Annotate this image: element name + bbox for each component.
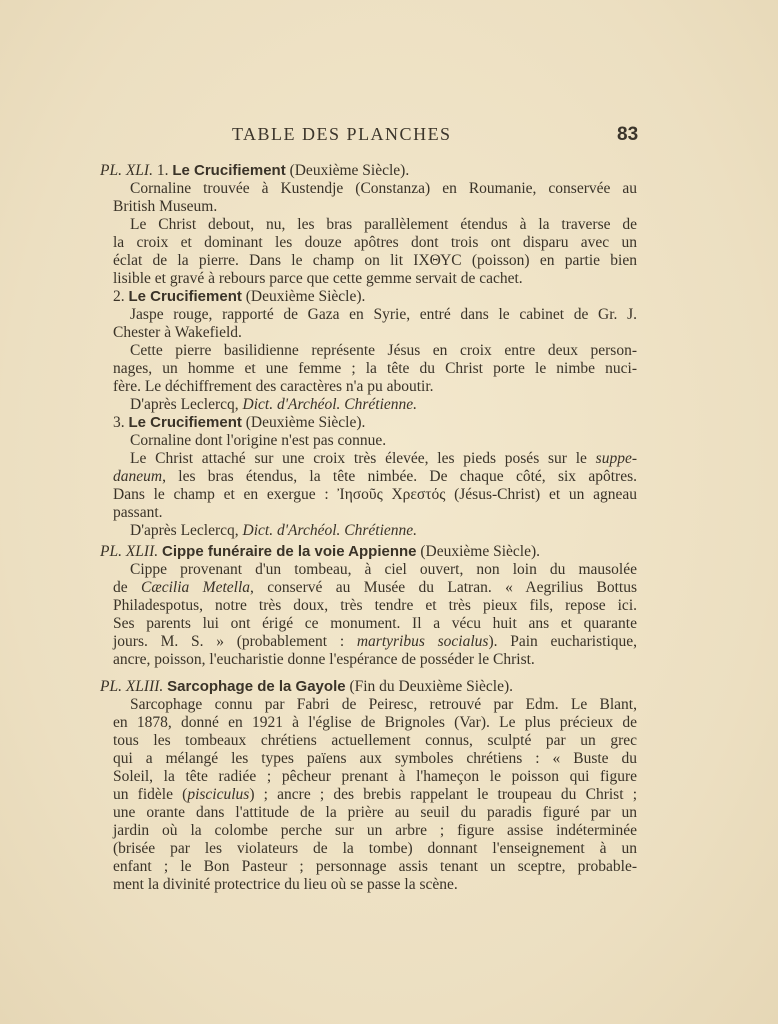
text-line (113, 378, 434, 396)
text-segment: en 1878, donné en 1921 à l'église de Brignoles (Var). Le plus précieux de (113, 714, 637, 731)
text-line (113, 858, 637, 876)
text-line (130, 522, 417, 540)
text-segment: passant. (113, 504, 163, 521)
text-segment: 1. (156, 162, 173, 179)
text-segment: Cornaline dont l'origine n'est pas connue. (130, 432, 387, 449)
text-segment: (Deuxième Siècle). (285, 162, 410, 179)
text-segment: D'après Leclercq, (130, 522, 243, 539)
italic-text: PL. XLII. (100, 543, 162, 560)
text-line (113, 651, 535, 669)
text-segment: Cornaline trouvée à Kustendje (Constanza) en Roumanie, conservée au (130, 180, 637, 197)
item-heading (113, 288, 365, 306)
text-segment: (Deuxième Siècle). (416, 543, 541, 560)
text-line (113, 360, 637, 378)
italic-text: Cæcilia Metella (141, 579, 250, 596)
plate-heading (100, 162, 409, 180)
item-heading (113, 414, 365, 432)
text-segment: ). Pain eucharistique, (488, 633, 637, 650)
text-segment: Philadespotus, notre très doux, très tendre et très pieux fils, repose ici. (113, 597, 637, 614)
text-segment: D'après Leclercq, (130, 396, 243, 413)
text-segment: Chester à Wakefield. (113, 324, 242, 341)
plate-title: Sarcophage de la Gayole (167, 678, 346, 695)
plate-title: Le Crucifiement (128, 414, 242, 431)
text-line (113, 714, 637, 732)
text-segment: Cette pierre basilidienne représente Jésus en croix entre deux person- (130, 342, 637, 359)
italic-text: PL. XLIII. (100, 678, 168, 695)
text-segment: Le Christ attaché sur une croix très élevée, les pieds posés sur le (130, 450, 596, 467)
text-segment: (Deuxième Siècle). (241, 414, 366, 431)
text-segment: , les bras étendus, la tête nimbée. De chaque côté, six apôtres. (162, 468, 637, 485)
italic-text: suppe- (595, 450, 637, 467)
text-segment: Jaspe rouge, rapporté de Gaza en Syrie, entré dans le cabinet de Gr. J. (130, 306, 637, 323)
text-segment: British Museum. (113, 198, 218, 215)
text-line (113, 822, 637, 840)
text-line (113, 615, 637, 633)
plate-title: Le Crucifiement (172, 162, 286, 179)
text-line (113, 234, 637, 252)
italic-text: daneum (113, 468, 163, 485)
text-line (113, 732, 637, 750)
text-line (113, 597, 637, 615)
text-line (130, 696, 637, 714)
text-line (130, 561, 637, 579)
text-line (113, 768, 637, 786)
text-line (113, 468, 637, 486)
italic-text: PL. XLI. (100, 162, 157, 179)
italic-text: martyribus socialus (356, 633, 489, 650)
text-segment: jours. M. S. » (probablement : (113, 633, 357, 650)
text-segment: , conservé au Musée du Latran. « Aegrilius Bottus (250, 579, 637, 596)
text-line (130, 450, 637, 468)
text-line (113, 840, 637, 858)
italic-text: Dict. d'Archéol. Chrétienne. (242, 396, 418, 413)
text-segment: ) ; ancre ; des brebis rappelant le troupeau du Christ ; (249, 786, 637, 803)
plate-title: Le Crucifiement (128, 288, 242, 305)
text-segment: la croix et dominant les douze apôtres dont trois ont disparu avec un (113, 234, 637, 251)
text-segment: enfant ; le Bon Pasteur ; personnage assis tenant un sceptre, probable- (113, 858, 637, 875)
text-segment: jardin où la colombe perche sur un arbre ; figure assise indéterminée (113, 822, 637, 839)
text-line (113, 804, 637, 822)
text-line (113, 504, 163, 522)
text-line (113, 324, 242, 342)
running-header-title: TABLE DES PLANCHES (232, 124, 452, 144)
text-segment: Le Christ debout, nu, les bras parallèlement étendus à la traverse de (130, 216, 637, 233)
text-segment: fère. Le déchiffrement des caractères n'a pu aboutir. (113, 378, 434, 395)
text-segment: lisible et gravé à rebours parce que cette gemme servait de cachet. (113, 270, 523, 287)
text-line (130, 180, 637, 198)
text-line (113, 786, 637, 804)
text-segment: 3. (113, 414, 129, 431)
text-line (113, 750, 637, 768)
text-line (130, 306, 637, 324)
text-line (130, 396, 417, 414)
text-line (130, 216, 637, 234)
text-line (130, 432, 386, 450)
text-segment: Ses parents lui ont érigé ce monument. Il a vécu huit ans et quarante (113, 615, 637, 632)
text-segment: un fidèle ( (113, 786, 188, 803)
text-segment: nages, un homme et une femme ; la tête du Christ porte le nimbe nuci- (113, 360, 637, 377)
text-segment: tous les tombeaux chrétiens actuellement connus, sculpté par un grec (113, 732, 637, 749)
text-segment: ancre, poisson, l'eucharistie donne l'espérance de posséder le Christ. (113, 651, 535, 668)
text-segment: Sarcophage connu par Fabri de Peiresc, retrouvé par Edm. Le Blant, (130, 696, 637, 713)
text-line (130, 342, 637, 360)
text-segment: une orante dans l'attitude de la prière au seuil du paradis figuré par un (113, 804, 637, 821)
text-segment: Dans le champ et en exergue : Ἰησοῦς Χρεστός (Jésus-Christ) et un agneau (113, 486, 637, 503)
text-line (113, 486, 637, 504)
text-segment: éclat de la pierre. Dans le champ on lit ΙΧΘΥC (poisson) en partie bien (113, 252, 637, 269)
plate-title: Cippe funéraire de la voie Appienne (162, 543, 417, 560)
italic-text: Dict. d'Archéol. Chrétienne. (242, 522, 418, 539)
page-number: 83 (617, 124, 639, 145)
text-segment: ment la divinité protectrice du lieu où se passe la scène. (113, 876, 458, 893)
plate-heading (100, 543, 540, 561)
text-segment: de (113, 579, 142, 596)
text-line (113, 270, 523, 288)
text-line (113, 633, 637, 651)
text-segment: (brisée par les violateurs de la tombe) donnant l'enseignement à un (113, 840, 637, 857)
text-segment: (Fin du Deuxième Siècle). (345, 678, 514, 695)
italic-text: pisciculus (187, 786, 250, 803)
text-segment: 2. (113, 288, 129, 305)
text-segment: (Deuxième Siècle). (241, 288, 366, 305)
text-line (113, 579, 637, 597)
text-segment: Cippe provenant d'un tombeau, à ciel ouvert, non loin du mausolée (130, 561, 637, 578)
plate-heading (100, 678, 513, 696)
text-segment: Soleil, la tête radiée ; pêcheur prenant à l'hameçon le poisson qui figure (113, 768, 637, 785)
text-line (113, 876, 458, 894)
text-line (113, 252, 637, 270)
text-line (113, 198, 217, 216)
text-segment: qui a mélangé les types païens aux symboles chrétiens : « Buste du (113, 750, 637, 767)
